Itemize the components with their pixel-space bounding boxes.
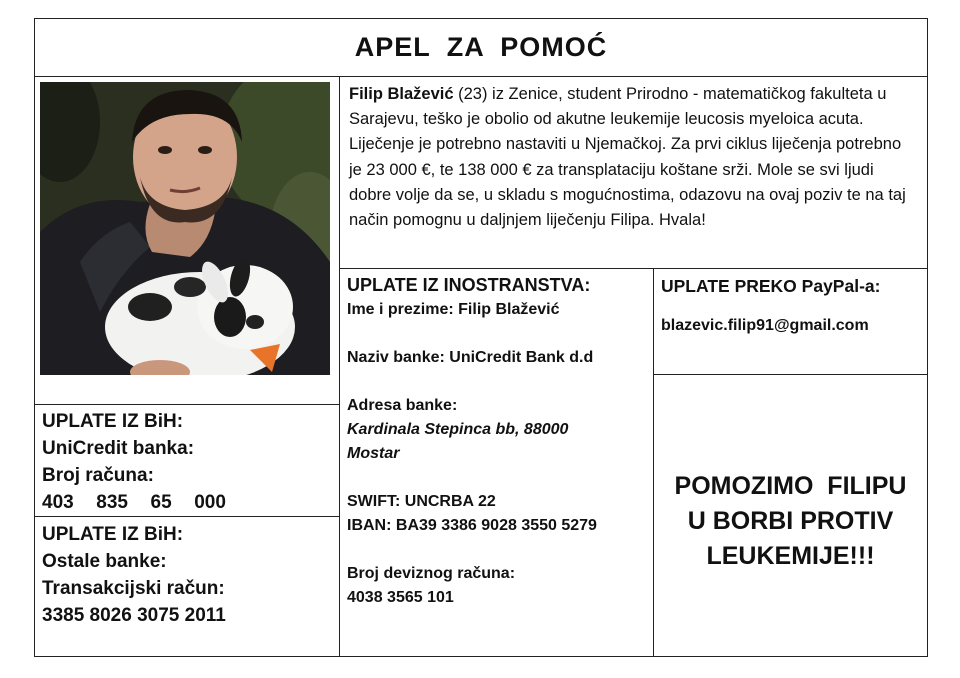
- bih-other-account-number: 3385 8026 3075 2011: [42, 605, 226, 626]
- abroad-name: Ime i prezime: Filip Blažević: [347, 301, 560, 318]
- abroad-swift: SWIFT: UNCRBA 22: [347, 493, 496, 510]
- patient-name: Filip Blažević: [349, 85, 454, 103]
- abroad-payments-section: [339, 268, 654, 657]
- bih-unicredit-account-number: 403 835 65 000: [42, 492, 226, 513]
- description-text: [349, 82, 918, 233]
- patient-photo: [40, 82, 330, 375]
- bih-other-bank: Ostale banke:: [42, 551, 167, 572]
- bih-other-banks-section: [34, 516, 340, 657]
- description-cell: [339, 76, 928, 269]
- bih-unicredit-account-label: Broj računa:: [42, 465, 154, 486]
- paypal-section: [653, 268, 928, 375]
- page-title: APEL ZA POMOĆ: [354, 32, 608, 62]
- slogan-line-1: POMOZIMO FILIPU: [674, 472, 907, 500]
- abroad-foreign-account-label: Broj deviznog računa:: [347, 565, 516, 582]
- slogan-line-3: LEUKEMIJE!!!: [706, 542, 875, 570]
- abroad-address-line1: Kardinala Stepinca bb, 88000: [347, 421, 569, 438]
- abroad-address-line2: Mostar: [347, 445, 400, 462]
- bih-other-heading: UPLATE IZ BiH:: [42, 524, 184, 545]
- bih-unicredit-heading: UPLATE IZ BiH:: [42, 411, 184, 432]
- title-cell: [34, 18, 928, 77]
- abroad-foreign-account-number: 4038 3565 101: [347, 589, 454, 606]
- paypal-email: blazevic.filip91@gmail.com: [661, 317, 869, 334]
- photo-cell: [34, 76, 340, 405]
- slogan: [675, 457, 907, 574]
- description-body: (23) iz Zenice, student Prirodno - matematičkog fakulteta u Sarajevu, teško je obolio od akutne leukemije leucosis myeloica acuta. Liječenje je potrebno nastaviti u Njemačkoj. Za prvi ciklus liječenja potrebno je 23 000 €, te 138 000 € za transplataciju koštane srži. Mole se svi ljudi dobre volje da se, u skladu s mogućnostima, odazovu na ovaj poziv te na taj način pomognu u daljnjem liječenju Filipa. Hvala!: [349, 85, 906, 230]
- bih-other-account-label: Transakcijski račun:: [42, 578, 225, 599]
- slogan-cell: [653, 374, 928, 657]
- bih-unicredit-section: [34, 404, 340, 517]
- bih-unicredit-bank: UniCredit banka:: [42, 438, 195, 459]
- abroad-iban: IBAN: BA39 3386 9028 3550 5279: [347, 517, 597, 534]
- abroad-bank-name: Naziv banke: UniCredit Bank d.d: [347, 349, 594, 366]
- paypal-heading: UPLATE PREKO PayPal-a:: [661, 276, 881, 296]
- abroad-heading: UPLATE IZ INOSTRANSTVA:: [347, 275, 591, 295]
- abroad-address-label: Adresa banke:: [347, 397, 458, 414]
- slogan-line-2: U BORBI PROTIV: [687, 507, 894, 535]
